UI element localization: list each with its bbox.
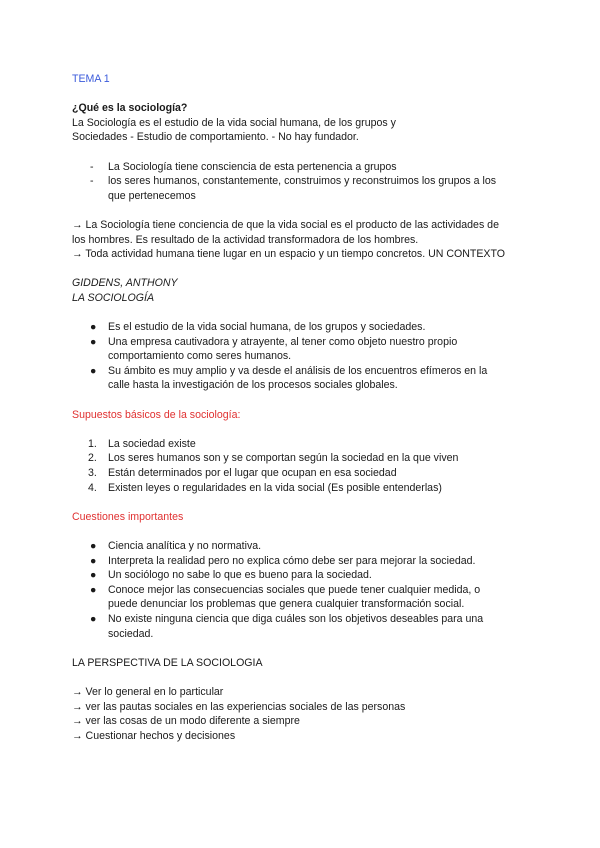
bullet-marker: ● [90,335,97,348]
list-item-text: Están determinados por el lugar que ocupan en esa sociedad [108,467,397,480]
document-page [72,72,532,743]
bullet-marker: ● [90,554,97,567]
list-item [72,437,532,452]
list-item [72,364,532,393]
list-item [72,568,532,583]
book-title: LA SOCIOLOGÍA [72,291,155,304]
list-item-text: La sociedad existe [108,437,196,450]
dash-marker: - [90,175,94,188]
list-item [72,612,532,641]
dash-marker: - [90,160,94,173]
list-item [72,160,532,175]
intro-paragraph [72,116,532,145]
perspectiva-line: → Ver lo general en lo particular [72,685,224,698]
list-item [72,583,532,612]
list-item [72,554,532,569]
list-item-text: Una empresa cautivadora y atrayente, al tener como objeto nuestro propio [108,335,458,348]
list-item-text: Interpreta la realidad pero no explica cómo debe ser para mejorar la sociedad. [108,554,476,567]
bullet-marker: ● [90,569,97,582]
page-title: TEMA 1 [72,73,110,85]
number-marker: 3. [88,467,97,480]
bullet-marker: ● [90,321,97,334]
list-item-text: sociedad. [108,627,154,640]
list-item-text: No existe ninguna ciencia que diga cuáles son los objetivos deseables para una [108,612,484,625]
perspectiva-line: → Cuestionar hechos y decisiones [72,729,236,742]
numbered-list [72,437,532,495]
list-item [72,481,532,496]
number-marker: 1. [88,437,97,450]
list-item [72,539,532,554]
perspectiva-line: → ver las cosas de un modo diferente a siempre [72,715,300,728]
list-item [72,451,532,466]
paragraph-line: → La Sociología tiene conciencia de que la vida social es el producto de las actividades de [72,218,499,231]
paragraph-line: → Toda actividad humana tiene lugar en un espacio y un tiempo concretos. UN CONTEXTO [72,248,505,261]
list-item-text: Un sociólogo no sabe lo que es bueno para la sociedad. [108,569,372,582]
section-heading-supuestos: Supuestos básicos de la sociología: [72,408,241,421]
intro-line: Sociedades - Estudio de comportamiento. - No hay fundador. [72,131,359,144]
intro-line: La Sociología es el estudio de la vida social humana, de los grupos y [72,116,396,129]
paragraph-line: los hombres. Es resultado de la actividad transformadora de los hombres. [72,233,419,246]
list-item-text: La Sociología tiene consciencia de esta pertenencia a grupos [108,160,397,173]
dash-list [72,160,532,204]
list-item-text: Es el estudio de la vida social humana, de los grupos y sociedades. [108,321,426,334]
section-heading-cuestiones: Cuestiones importantes [72,510,184,523]
bullet-list-giddens [72,320,532,393]
perspectiva-list [72,685,532,743]
bullet-marker: ● [90,540,97,552]
number-marker: 4. [88,481,97,494]
bullet-marker: ● [90,583,97,596]
list-item [72,335,532,364]
perspectiva-line: → ver las pautas sociales en las experiencias sociales de las personas [72,700,406,713]
list-item-text: Existen leyes o regularidades en la vida social (Es posible entenderlas) [108,481,442,494]
list-item-text: puede denunciar los problemas que genera cualquier transformación social. [108,598,465,611]
list-item [72,466,532,481]
author-name: GIDDENS, ANTHONY [72,277,178,290]
list-item-text: Su ámbito es muy amplio y va desde el análisis de los encuentros efímeros en la [108,364,488,377]
list-item-text: Ciencia analítica y no normativa. [108,540,262,552]
list-item [72,174,532,203]
list-item-text: Conoce mejor las consecuencias sociales que puede tener cualquier medida, o [108,583,481,596]
bullet-list-cuestiones [72,539,532,641]
list-item-text: que pertenecemos [108,189,196,202]
number-marker: 2. [88,452,97,465]
section-heading-perspectiva: LA PERSPECTIVA DE LA SOCIOLOGIA [72,656,263,669]
list-item-text: comportamiento como seres humanos. [108,350,292,363]
list-item-text: los seres humanos, constantemente, construimos y reconstruimos los grupos a los [108,175,497,188]
bullet-marker: ● [90,364,97,377]
arrow-paragraph [72,218,532,262]
list-item-text: Los seres humanos son y se comportan según la sociedad en la que viven [108,452,459,465]
bullet-marker: ● [90,612,97,625]
list-item-text: calle hasta la investigación de los procesos sociales globales. [108,379,398,392]
question-heading: ¿Qué es la sociología? [72,102,188,115]
list-item [72,320,532,335]
